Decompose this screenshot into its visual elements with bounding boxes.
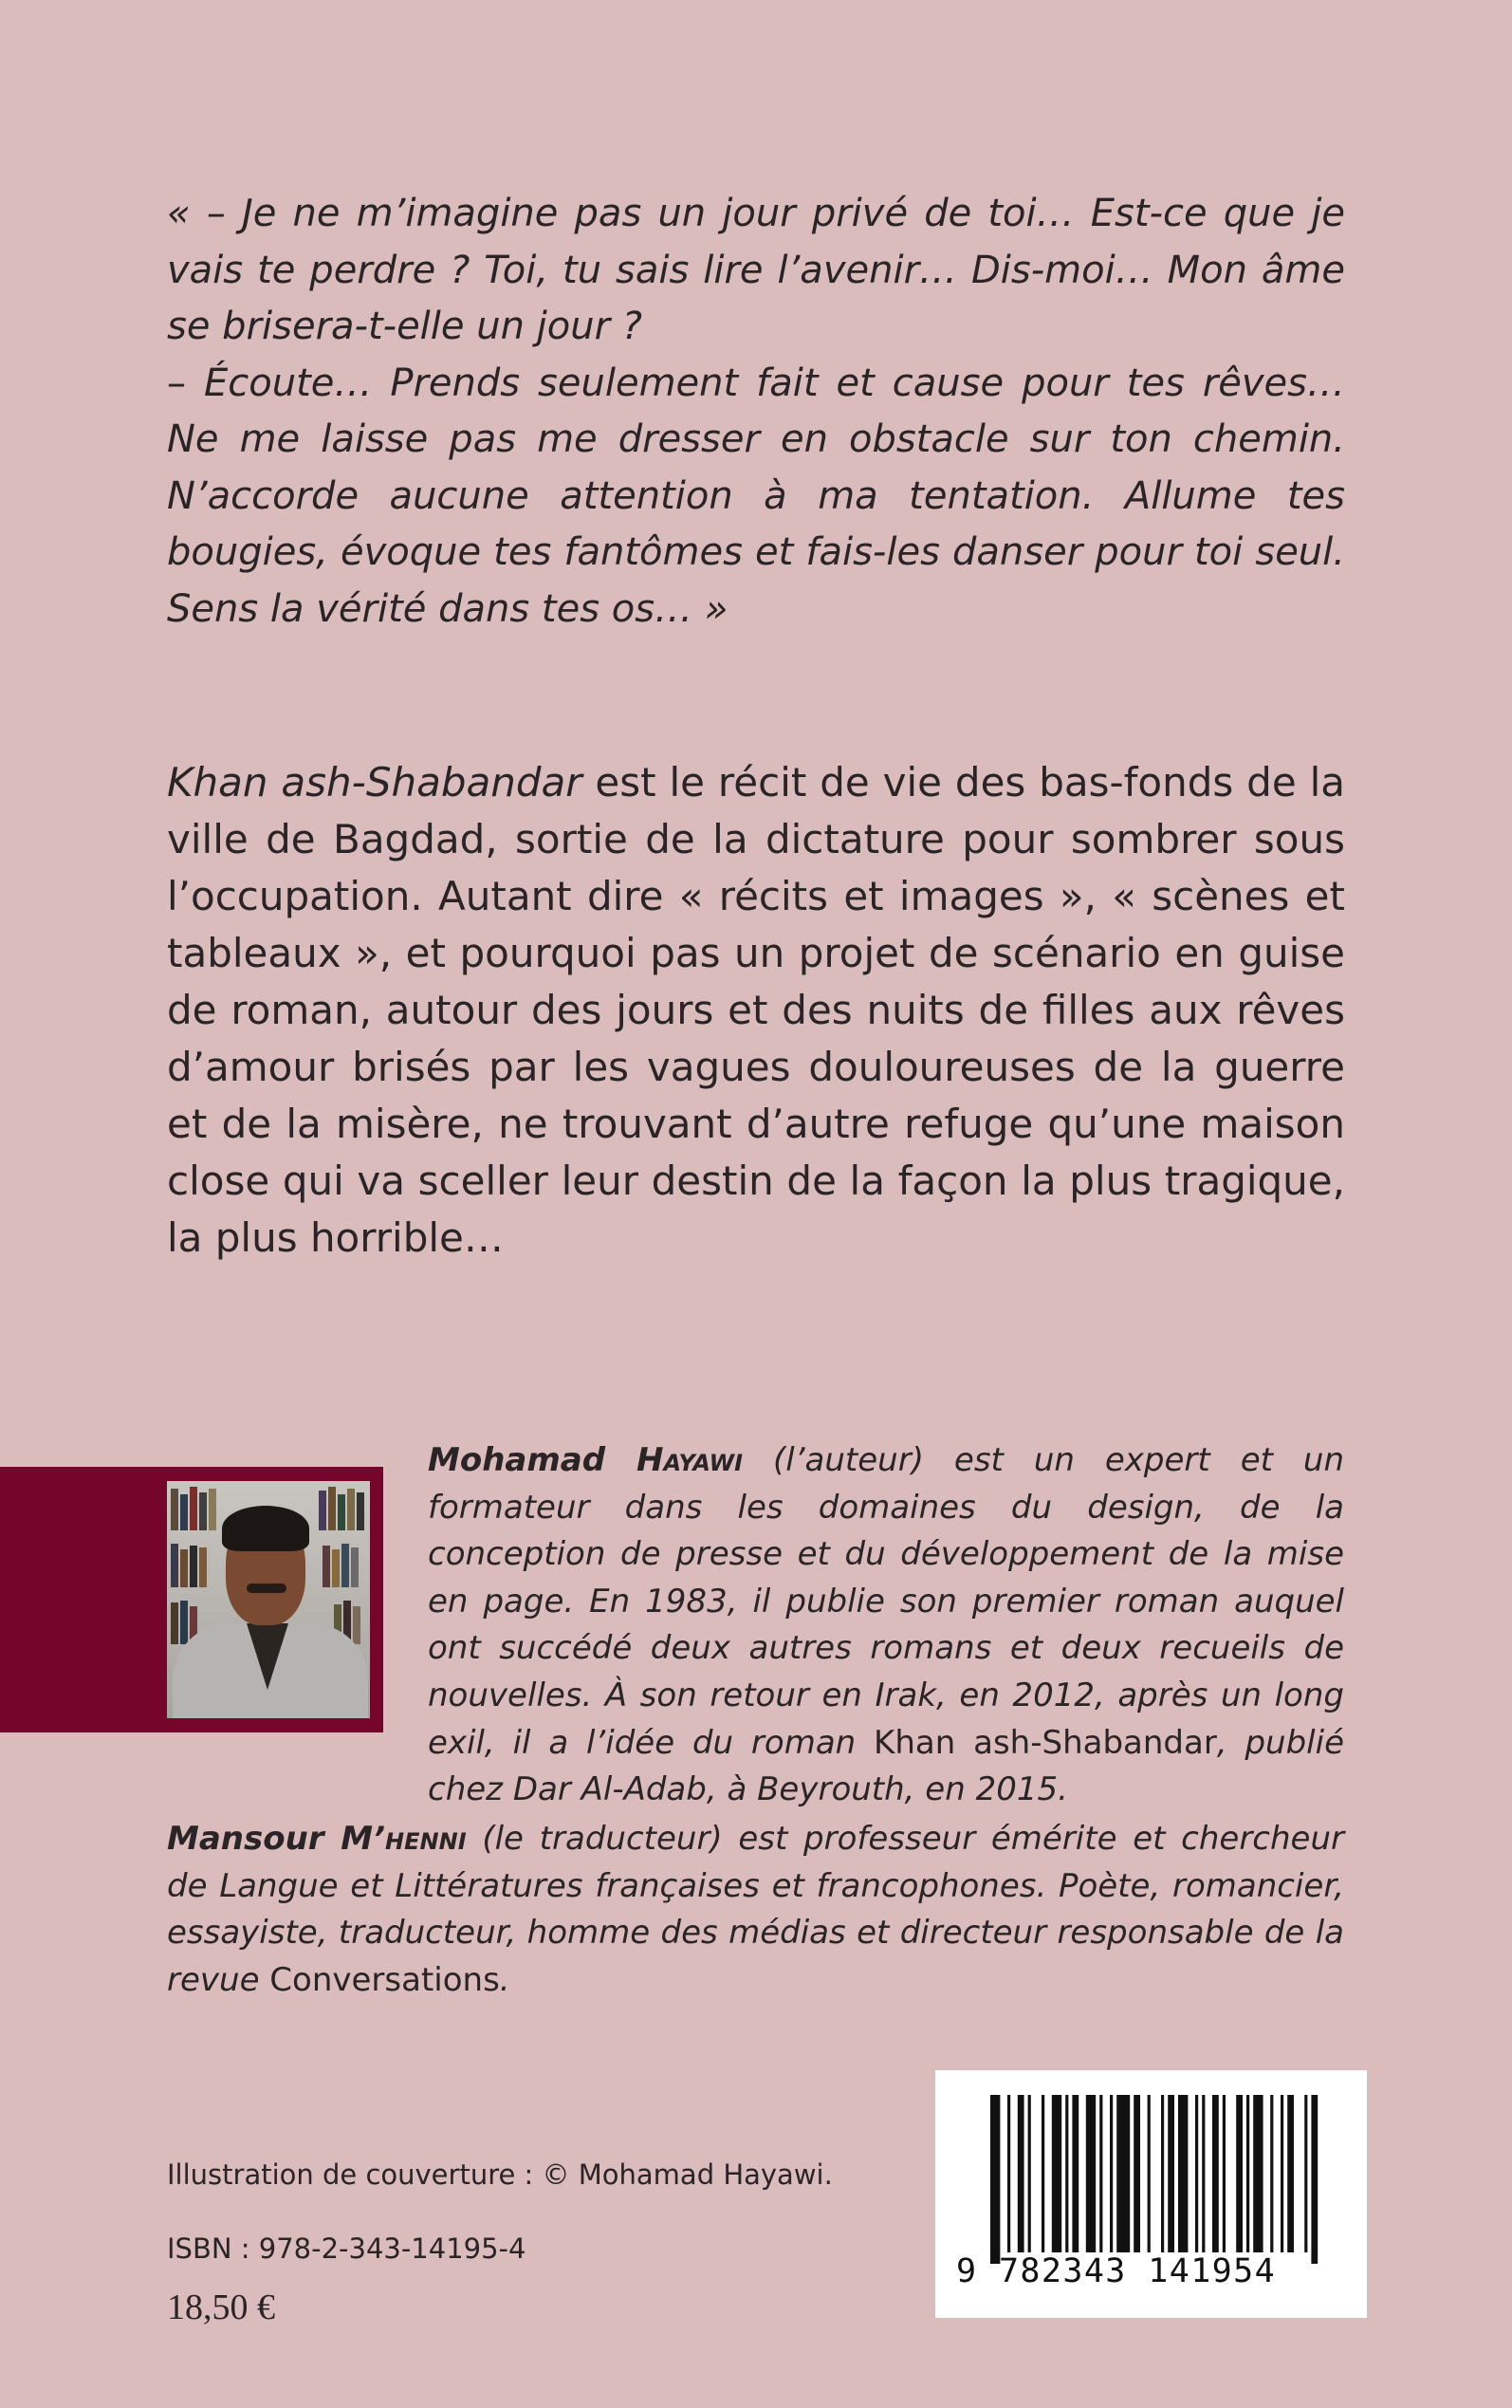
person-moustache: [247, 1584, 286, 1593]
barcode-bar: [1195, 2095, 1198, 2252]
author-last-name: Hayawi: [636, 1441, 744, 1479]
quote-line-1: « – Je ne m’imagine pas un jour privé de toi… Est-ce que je vais te perdre ? Toi, tu sais lire l’avenir… Dis-moi… Mon âme se brisera-t-elle un jour ?: [167, 192, 1345, 348]
barcode-bar: [1246, 2095, 1249, 2252]
barcode-bar: [1202, 2095, 1205, 2252]
author-book-title: Khan ash-Shabandar: [874, 1723, 1217, 1762]
author-photo: [167, 1481, 370, 1718]
price: 18,50 €: [167, 2288, 275, 2327]
barcode-bar: [1223, 2095, 1226, 2252]
person-hair: [222, 1506, 309, 1551]
author-bio-text-a: (l’auteur) est un expert et un formateur dans les domaines du design, de la conception de presse et du développement de la mise en page. En 1983, il publie son premier roman auquel ont succédé deux autres romans et deux recueils de nouvelles. À son retour en Irak, en 2012, après un long exil, il a l’idée du roman: [428, 1441, 1344, 1762]
barcode-bar: [1168, 2095, 1174, 2252]
barcode-bar: [1028, 2095, 1031, 2252]
barcode-bar: [1253, 2095, 1263, 2252]
barcode-bar: [1007, 2095, 1010, 2252]
excerpt-quote: [167, 186, 1345, 638]
translator-last-name: M’henni: [341, 1820, 467, 1858]
barcode-bar: [1281, 2095, 1283, 2252]
isbn: ISBN : 978-2-343-14195-4: [167, 2232, 526, 2265]
barcode-bar: [1099, 2095, 1102, 2252]
barcode-bar: [1161, 2095, 1164, 2252]
barcode-bar: [1072, 2095, 1079, 2252]
author-bio: [428, 1437, 1344, 1814]
translator-journal-title: Conversations: [269, 1960, 500, 1999]
barcode-bar: [1304, 2095, 1307, 2252]
translator-bio-text-b: .: [499, 1960, 510, 1999]
translator-bio-text-a: (le traducteur) est professeur émérite et chercheur de Langue et Littératures françaises et francophones. Poète, romancier, essayiste, traducteur, homme des médias et directeur responsable de la revue: [167, 1820, 1344, 1999]
barcode-bar: [1065, 2095, 1068, 2252]
barcode-bar: [1287, 2095, 1294, 2252]
barcode-digits: 9 782343 141954: [956, 2252, 1277, 2290]
translator-first-name: Mansour: [167, 1820, 324, 1858]
barcode-bar: [1018, 2095, 1024, 2252]
barcode-bar: [1270, 2095, 1273, 2252]
barcode-bar: [990, 2095, 1000, 2264]
barcode-bar: [1052, 2095, 1061, 2252]
translator-name: [167, 1820, 467, 1858]
barcode-bar: [1042, 2095, 1044, 2252]
author-bio-text-b: , publié chez Dar Al-Adab, à Beyrouth, en 2015.: [428, 1723, 1344, 1809]
barcode-bar: [1110, 2095, 1113, 2252]
summary-book-title: Khan ash-Shabandar: [167, 759, 582, 806]
barcode-bar: [1116, 2095, 1130, 2252]
author-first-name: Mohamad: [428, 1441, 606, 1479]
barcode-bar: [1311, 2095, 1318, 2264]
barcode-bar: [1178, 2095, 1188, 2252]
quote-line-2: – Écoute… Prends seulement fait et cause pour tes rêves… Ne me laisse pas me dresser en obstacle sur ton chemin. N’accorde aucune attention à ma tentation. Allume tes bougies, évoque tes fantômes et fais-les danser pour toi seul. Sens la vérité dans tes os… »: [167, 361, 1345, 631]
author-name: [428, 1441, 743, 1479]
barcode-bar: [1236, 2095, 1243, 2252]
translator-bio: [167, 1816, 1344, 2004]
barcode-bar: [1134, 2095, 1140, 2252]
barcode-bar: [1212, 2095, 1219, 2252]
book-summary: [167, 754, 1345, 1267]
barcode-bar: [1086, 2095, 1096, 2252]
barcode: [935, 2070, 1367, 2318]
cover-illustration-credit: Illustration de couverture : © Mohamad Hayawi.: [167, 2158, 833, 2191]
barcode-bar: [1148, 2095, 1151, 2252]
summary-text: est le récit de vie des bas-fonds de la ville de Bagdad, sortie de la dictature pour sombrer sous l’occupation. Autant dire « récits et images », « scènes et tableaux », et pourquoi pas un projet de scénario en guise de roman, autour des jours et des nuits de filles aux rêves d’amour brisés par les vagues douloureuses de la guerre et de la misère, ne trouvant d’autre refuge qu’une maison close qui va sceller leur destin de la façon la plus tragique, la plus horrible…: [167, 759, 1345, 1261]
